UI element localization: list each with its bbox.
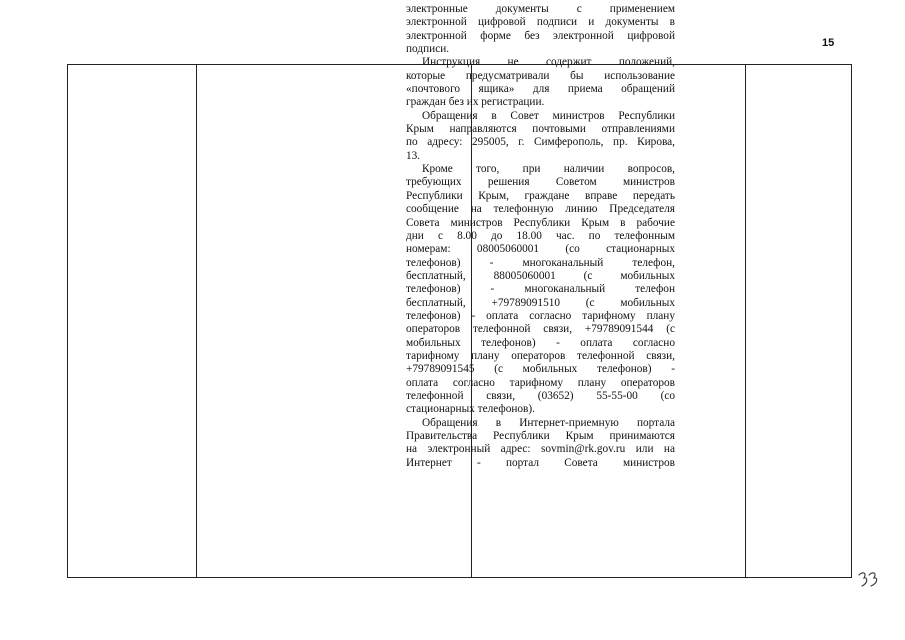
text-line: по адресу: 295005, г. Симферополь, пр. Кирова,: [406, 136, 675, 149]
text-line: электронной форме без электронной цифровой: [406, 29, 675, 42]
text-line: «почтового ящика» для приема обращений: [406, 83, 675, 96]
text-line: на электронный адрес: sovmin@rk.gov.ru или на: [406, 443, 675, 456]
text-line: операторов телефонной связи, +79789091544 (с: [406, 323, 675, 336]
text-line: телефонов) - многоканальный телефон,: [406, 256, 675, 269]
text-line: телефонов) - оплата согласно тарифному плану: [406, 309, 675, 322]
text-line: Республики Крым, граждане вправе передать: [406, 189, 675, 202]
text-line: оплата согласно тарифному плану операторов: [406, 376, 675, 389]
text-line: подписи.: [406, 43, 450, 56]
text-line: бесплатный, +79789091510 (с мобильных: [406, 296, 675, 309]
text-line: тарифному плану операторов телефонной связи,: [406, 349, 675, 362]
text-line: Кроме того, при наличии вопросов,: [422, 163, 675, 176]
text-line: сообщение на телефонную линию Председателя: [406, 203, 675, 216]
text-line: Правительства Республики Крым принимаются: [406, 430, 675, 442]
text-line: электронные документы с применением: [406, 3, 675, 15]
text-line: требующих решения Советом министров: [406, 176, 675, 189]
text-line: которые предусматривали бы использование: [406, 69, 675, 82]
text-line: граждан без их регистрации.: [406, 96, 545, 109]
text-line: мобильных телефонов) - оплата согласно: [406, 336, 675, 349]
page-number: 15: [822, 37, 835, 49]
text-line: стационарных телефонов).: [406, 403, 535, 416]
text-line: +79789091545 (с мобильных телефонов) -: [406, 363, 675, 376]
text-line: телефонной связи, (03652) 55-55-00 (со: [406, 389, 675, 402]
text-line: телефонов) - многоканальный телефон: [406, 283, 675, 296]
handwritten-signature: [856, 570, 880, 592]
text-line: Совета министров Республики Крым в рабочие: [406, 216, 675, 229]
text-line: Крым направляются почтовыми отправлениями: [406, 123, 675, 136]
column-divider-3: [745, 65, 746, 577]
text-line: бесплатный, 88005060001 (с мобильных: [406, 269, 675, 282]
text-line: Обращения в Интернет-приемную портала: [422, 416, 675, 429]
text-line: дни с 8.00 до 18.00 час. по телефонным: [406, 229, 675, 242]
text-line: Инструкция не содержит положений,: [422, 56, 675, 69]
signature-mark-icon: [856, 570, 880, 592]
table-cell-text: [406, 3, 675, 470]
column-divider-1: [196, 65, 197, 577]
text-line: Интернет - портал Совета министров: [406, 456, 675, 469]
text-line: Обращения в Совет министров Республики: [422, 109, 675, 122]
text-line: номерам: 08005060001 (со стационарных: [406, 243, 675, 256]
text-line: 13.: [406, 149, 421, 162]
text-line: электронной цифровой подписи и документы в: [406, 16, 675, 29]
